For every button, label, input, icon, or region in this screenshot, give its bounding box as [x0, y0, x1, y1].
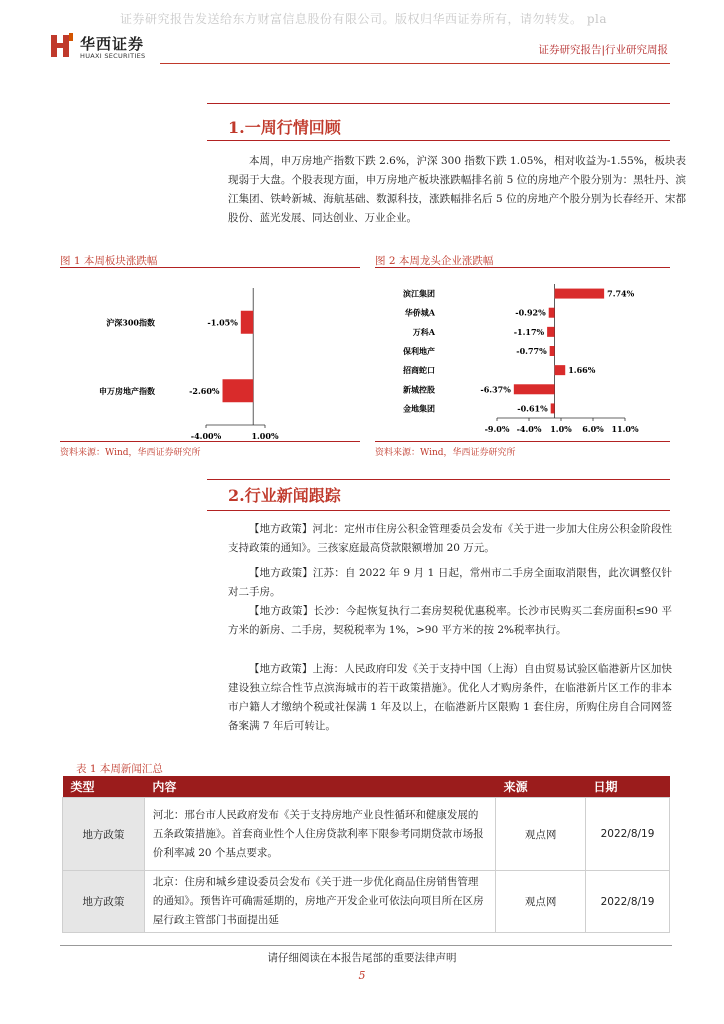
- tick-label: 11.0%: [611, 424, 639, 434]
- bar: [223, 379, 254, 402]
- bar: [514, 384, 555, 394]
- bar: [550, 346, 555, 356]
- category-label: 申万房地产指数: [99, 385, 155, 396]
- table-row: [63, 798, 670, 871]
- cell-source: 观点网: [496, 798, 586, 871]
- bar: [549, 308, 555, 318]
- news-item: 【地方政策】长沙：今起恢复执行二套房契税优惠税率。长沙市民购买二套房面积≤90 平方米的新房、二手房，契税税率为 1%，>90 平方米的按 2%税率执行。: [228, 605, 672, 636]
- news-item: 【地方政策】河北：定州市住房公积金管理委员会发布《关于进一步加大住房公积金阶段性支持政策的通知》。三孩家庭最高贷款限额增加 20 万元。: [228, 523, 672, 554]
- data-label: -6.37%: [480, 384, 511, 395]
- data-label: -1.17%: [513, 326, 545, 337]
- page-number: 5: [358, 969, 366, 982]
- cell-type: 地方政策: [63, 871, 145, 933]
- header-divider: [160, 63, 670, 64]
- figure1-caption: 图 1 本周板块涨跌幅: [60, 255, 158, 267]
- category-label: 保利地产: [403, 346, 435, 356]
- tick-label: -4.0%: [516, 424, 542, 434]
- cell-date: 2022/8/19: [586, 798, 670, 871]
- cell-source: 观点网: [496, 871, 586, 933]
- data-label: 7.74%: [607, 288, 635, 299]
- data-label: -1.05%: [207, 317, 238, 328]
- category-label: 华侨城A: [404, 307, 435, 318]
- figure2-rule: [375, 267, 670, 268]
- cell-content: 北京：住房和城乡建设委员会发布《关于进一步优化商品住房销售管理的通知》。预售许可确需延期的，房地产开发企业可依法向项目所在区房屋行政主管部门书面提出延: [144, 871, 495, 933]
- cell-date: 2022/8/19: [586, 871, 670, 933]
- logo-name-cn: 华西证券: [80, 35, 145, 53]
- figure1-rule: [60, 267, 360, 268]
- bar: [555, 365, 566, 375]
- news-item: 【地方政策】上海：人民政府印发《关于支持中国（上海）自由贸易试验区临港新片区加快建设独立综合性节点滨海城市的若干政策措施》。优化人才购房条件，在临港新片区工作的非本市户籍人才缴纳个税或社保满 1 年及以上，在临港新片区限购 1 套住房，所购住房自合同网签备案满 7 年后可转让。: [228, 663, 672, 732]
- section2-title: 2.行业新闻跟踪: [228, 486, 341, 505]
- tick-label: -4.00%: [190, 431, 222, 440]
- news-summary-table: [62, 776, 670, 933]
- news-item: 【地方政策】江苏：自 2022 年 9 月 1 日起，常州市二手房全面取消限售，此次调整仅针对二手房。: [228, 567, 672, 598]
- section1-title: 1.一周行情回顾: [228, 118, 341, 137]
- header-source: 来源: [496, 776, 586, 798]
- header-date: 日期: [586, 776, 670, 798]
- header-content: 内容: [144, 776, 495, 798]
- watermark: 证券研究报告发送给东方财富信息股份有限公司。版权归华西证券所有，请勿转发。 pla: [120, 12, 607, 26]
- section1-top-rule: [207, 103, 670, 104]
- tick-label: -9.0%: [484, 424, 510, 434]
- figure2-caption: 图 2 本周龙头企业涨跌幅: [375, 255, 494, 267]
- category-label: 滨江集团: [403, 288, 435, 299]
- tick-label: 1.0%: [550, 424, 572, 434]
- figure1-bottom-rule: [60, 441, 360, 442]
- tick-label: 1.00%: [251, 431, 279, 440]
- figure2-bottom-rule: [375, 441, 670, 442]
- category-label: 招商蛇口: [403, 365, 435, 376]
- category-label: 沪深300指数: [106, 317, 155, 328]
- table-header-row: [63, 776, 670, 798]
- section1-bottom-rule: [207, 140, 670, 141]
- category-label: 新城控股: [403, 384, 435, 395]
- section2-top-rule: [207, 479, 670, 480]
- figure2-source: 资料来源：Wind，华西证券研究所: [375, 448, 516, 458]
- bar: [555, 289, 605, 299]
- report-type: 证券研究报告|行业研究周报: [538, 44, 668, 56]
- cell-type: 地方政策: [63, 798, 145, 871]
- footer-divider: [60, 945, 672, 946]
- category-label: 金地集团: [403, 403, 435, 414]
- logo-name-en: HUAXI SECURITIES: [80, 52, 146, 60]
- data-label: -0.61%: [517, 403, 548, 414]
- data-label: -2.60%: [189, 385, 220, 396]
- header-type: 类型: [63, 776, 145, 798]
- section2-bottom-rule: [207, 510, 670, 511]
- figure1-source: 资料来源：Wind，华西证券研究所: [60, 448, 201, 458]
- bar: [241, 311, 253, 334]
- cell-content: 河北：邢台市人民政府发布《关于支持房地产业良性循环和健康发展的五条政策措施》。首套商业性个人住房贷款利率下限参考同期贷款市场报价利率减 20 个基点要求。: [144, 798, 495, 871]
- category-label: 万科A: [412, 326, 435, 337]
- bar: [551, 403, 555, 413]
- huaxi-logo-icon: [50, 33, 74, 59]
- data-label: -0.92%: [515, 307, 546, 318]
- footer-notice: 请仔细阅读在本报告尾部的重要法律声明: [267, 952, 457, 964]
- table-caption: 表 1 本周新闻汇总: [76, 763, 163, 775]
- table-row: [63, 871, 670, 933]
- tick-label: 6.0%: [582, 424, 604, 434]
- bar: [547, 327, 554, 337]
- data-label: 1.66%: [568, 365, 596, 376]
- figure2-chart: [375, 270, 670, 440]
- data-label: -0.77%: [516, 346, 547, 356]
- section1-paragraph: 本周，申万房地产指数下跌 2.6%，沪深 300 指数下跌 1.05%，相对收益为-1.55%，板块表现弱于大盘。个股表现方面，申万房地产板块涨跌幅排名前 5 位的房地产个股分别为：黑牡丹、滨江集团、铁岭新城、海航基础、数源科技，涨跌幅排名后 5 位的房地产个股分别为长春经开、宋都股份、蓝光发展、同达创业、万业企业。: [228, 155, 686, 224]
- figure1-chart: [60, 270, 360, 440]
